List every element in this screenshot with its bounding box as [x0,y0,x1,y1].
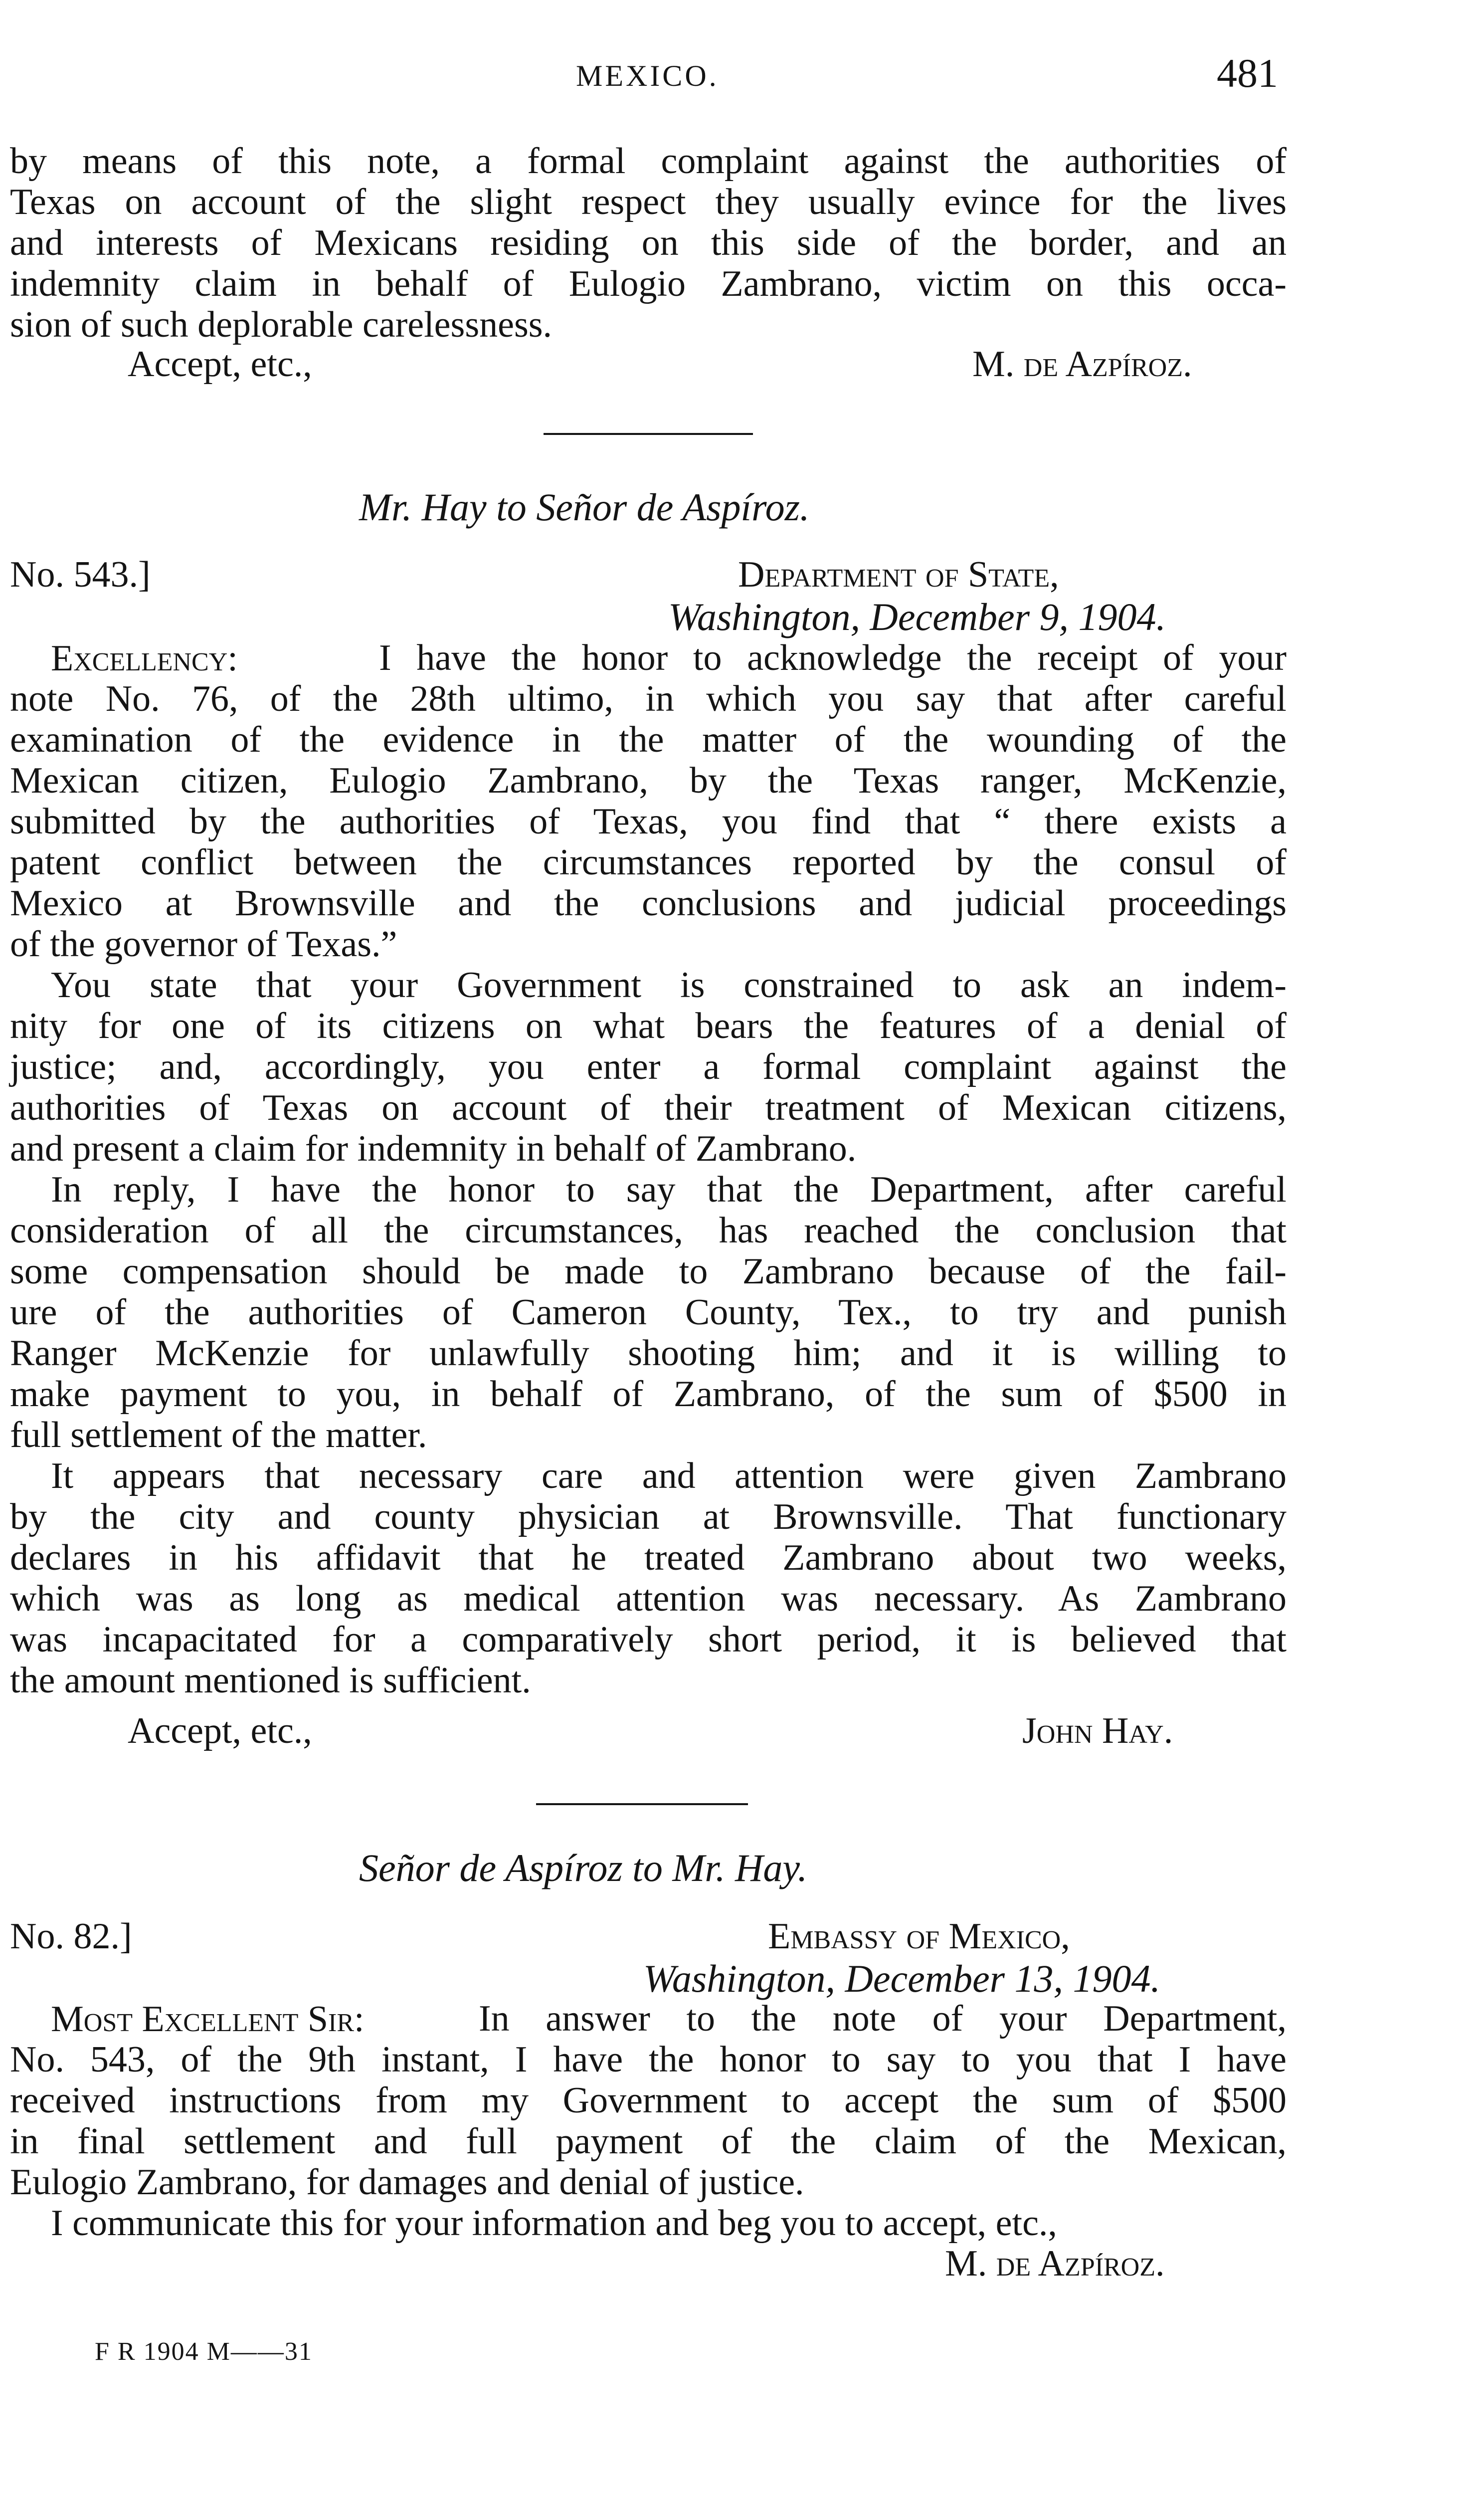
letter-heading-aspiroz-to-hay: Señor de Aspíroz to Mr. Hay. [359,1846,808,1889]
text-line: Mexican citizen, Eulogio Zambrano, by the Texas ranger, McKenzie, [10,760,1287,801]
text-line: No. 543, of the 9th instant, I have the honor to say to you that I have [10,2039,1287,2080]
running-head-title: MEXICO. [576,59,719,92]
text-line: ure of the authorities of Cameron County, Tex., to try and punish [10,1292,1287,1333]
text-line: received instructions from my Government to accept the sum of $500 [10,2080,1287,2121]
text-line: indemnity claim in behalf of Eulogio Zambrano, victim on this occa- [10,263,1287,304]
embassy-office: Embassy of Mexico, [768,1916,1070,1957]
text-line: declares in his affidavit that he treated Zambrano about two weeks, [10,1537,1287,1578]
closing-accept-1: Accept, etc., [128,344,312,385]
closing-accept-2: Accept, etc., [128,1710,312,1751]
page-number: 481 [1217,50,1278,96]
footer-signature-mark: F R 1904 M——31 [95,2337,313,2366]
text-line: nity for one of its citizens on what bears the features of a denial of [10,1006,1287,1046]
text-line: in final settlement and full payment of the claim of the Mexican, [10,2121,1287,2162]
text-line: sion of such deplorable carelessness. [10,304,553,345]
sender-office: Department of State, [738,554,1059,595]
text-line: some compensation should be made to Zambrano because of the fail- [10,1251,1287,1292]
text-line: In answer to the note of your Department, [479,1998,1287,2039]
text-line: the amount mentioned is sufficient. [10,1660,531,1701]
text-line: Eulogio Zambrano, for damages and denial of justice. [10,2162,804,2203]
text-line: Ranger McKenzie for unlawfully shooting him; and it is willing to [10,1333,1287,1374]
text-line: by the city and county physician at Brownsville. That functionary [10,1496,1287,1537]
text-line: and interests of Mexicans residing on this side of the border, and an [10,222,1287,263]
text-line: note No. 76, of the 28th ultimo, in which you say that after careful [10,678,1287,719]
text-line: Mexico at Brownsville and the conclusions and judicial proceedings [10,883,1287,924]
text-line: submitted by the authorities of Texas, you find that “ there exists a [10,801,1287,842]
text-line: I communicate this for your information and beg you to accept, etc., [51,2203,1057,2244]
text-line: In reply, I have the honor to say that the Department, after careful [51,1169,1287,1210]
text-line: by means of this note, a formal complaint against the authorities of [10,141,1287,182]
letter-number-543: No. 543.] [10,554,151,595]
salutation-most-excellent-sir: Most Excellent Sir: [51,1999,365,2040]
section-divider-1 [544,433,753,435]
text-line: and present a claim for indemnity in behalf of Zambrano. [10,1128,857,1169]
letter-heading-hay-to-aspiroz: Mr. Hay to Señor de Aspíroz. [359,485,810,529]
text-line: justice; and, accordingly, you enter a formal complaint against the [10,1046,1287,1087]
place-date-1: Washington, December 9, 1904. [668,595,1166,638]
text-line: full settlement of the matter. [10,1415,427,1455]
text-line: consideration of all the circumstances, has reached the conclusion that [10,1210,1287,1251]
place-date-2: Washington, December 13, 1904. [643,1957,1161,2000]
text-line: was incapacitated for a comparatively short period, it is believed that [10,1619,1287,1660]
text-line: You state that your Government is constrained to ask an indem- [51,965,1287,1006]
signature-azpiroz-2: M. de Azpíroz. [945,2243,1165,2284]
text-line: which was as long as medical attention was necessary. As Zambrano [10,1578,1287,1619]
text-line: examination of the evidence in the matter of the wounding of the [10,719,1287,760]
salutation-excellency: Excellency: [51,638,238,679]
text-line: authorities of Texas on account of their treatment of Mexican citizens, [10,1087,1287,1128]
text-line: of the governor of Texas.” [10,924,397,965]
text-line: I have the honor to acknowledge the receipt of your [379,637,1287,678]
section-divider-2 [536,1803,748,1805]
text-line: It appears that necessary care and attention were given Zambrano [51,1455,1287,1496]
signature-azpiroz-1: M. de Azpíroz. [972,344,1192,385]
text-line: Texas on account of the slight respect they usually evince for the lives [10,182,1287,222]
text-line: make payment to you, in behalf of Zambrano, of the sum of $500 in [10,1374,1287,1415]
text-line: patent conflict between the circumstances reported by the consul of [10,842,1287,883]
letter-number-82: No. 82.] [10,1916,132,1957]
signature-john-hay: John Hay. [1022,1710,1173,1751]
